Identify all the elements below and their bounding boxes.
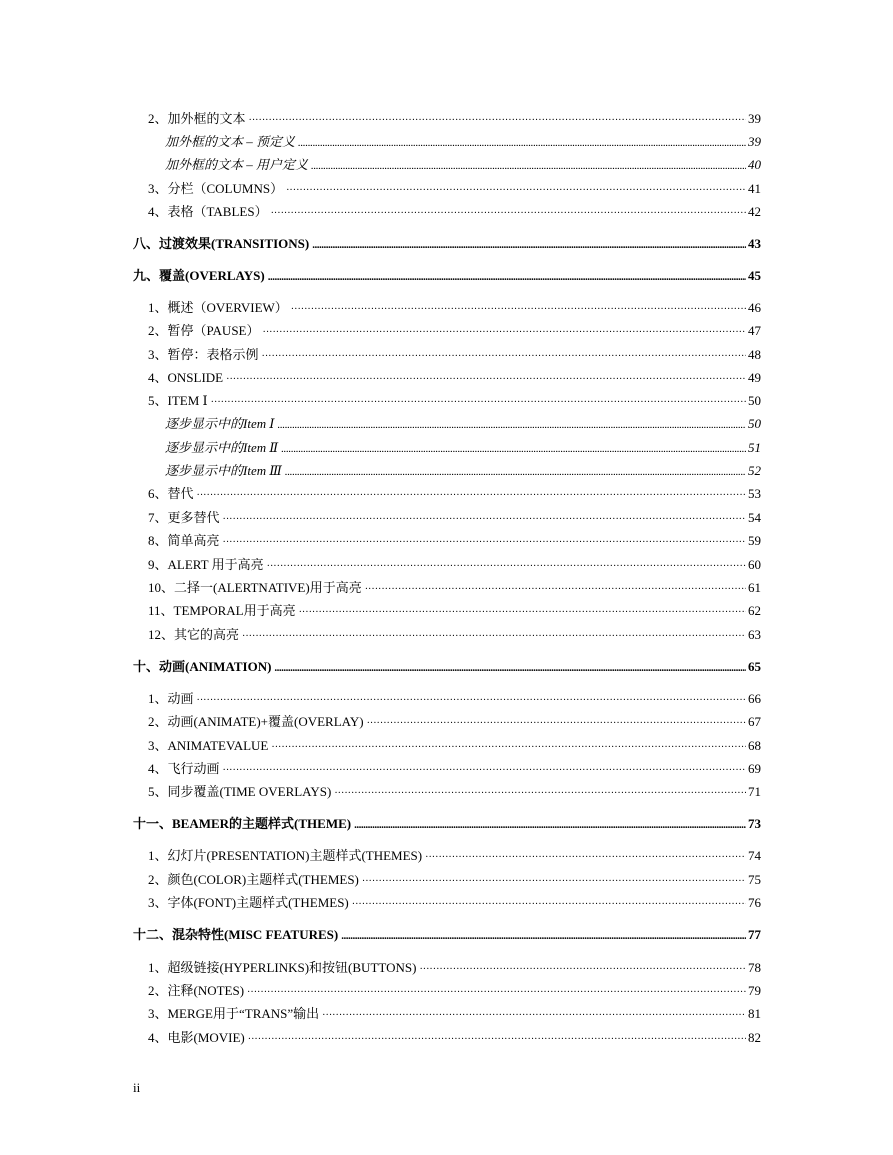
toc-section-entry[interactable]: [148, 1030, 761, 1048]
toc-section-entry[interactable]: [148, 872, 761, 890]
toc-entry-title: 4、表格（TABLES）: [148, 204, 268, 219]
toc-entry-title: 2、动画(ANIMATE)+覆盖(OVERLAY): [148, 714, 364, 729]
toc-entry-title: 八、过渡效果(TRANSITIONS): [133, 236, 310, 251]
toc-leader-dots: [268, 269, 746, 285]
toc-section-entry[interactable]: [148, 510, 761, 528]
toc-entry-title: 2、加外框的文本: [148, 111, 246, 126]
toc-page-number: 61: [748, 580, 761, 595]
toc-page-number: 78: [748, 960, 761, 975]
toc-page-number: 65: [748, 659, 761, 674]
toc-subsection-entry[interactable]: [165, 157, 761, 174]
toc-entry-title: 2、注释(NOTES): [148, 983, 245, 998]
toc-chapter-entry[interactable]: [133, 816, 761, 833]
toc-leader-dots: [425, 850, 746, 866]
toc-page-number: 48: [748, 347, 761, 362]
toc-leader-dots: [322, 1008, 746, 1024]
toc-section-entry[interactable]: [148, 714, 761, 732]
toc-page-number: 59: [748, 533, 761, 548]
toc-page-number: 77: [748, 927, 761, 942]
toc-page-number: 63: [748, 627, 761, 642]
toc-leader-dots: [367, 716, 746, 732]
toc-chapter-entry[interactable]: [133, 268, 761, 285]
toc-page-number: 69: [748, 761, 761, 776]
toc-entry-title: 逐步显示中的Item Ⅲ: [165, 463, 282, 478]
toc-leader-dots: [248, 1032, 746, 1048]
toc-section-entry[interactable]: [148, 486, 761, 504]
toc-leader-dots: [341, 928, 746, 944]
toc-leader-dots: [223, 763, 746, 779]
toc-section-entry[interactable]: [148, 557, 761, 575]
toc-leader-dots: [278, 417, 747, 433]
toc-subsection-entry[interactable]: [165, 440, 761, 457]
toc-page-number: 76: [748, 895, 761, 910]
toc-leader-dots: [274, 660, 746, 676]
toc-page-number: 51: [748, 440, 761, 455]
toc-page-number: 82: [748, 1030, 761, 1045]
toc-leader-dots: [249, 113, 746, 129]
toc-page-number: 47: [748, 323, 761, 338]
toc-section-entry[interactable]: [148, 627, 761, 645]
toc-page-number: 49: [748, 370, 761, 385]
toc-entry-title: 4、ONSLIDE: [148, 370, 224, 385]
toc-page-number: 53: [748, 486, 761, 501]
toc-leader-dots: [352, 897, 746, 913]
toc-leader-dots: [365, 582, 746, 598]
toc-entry-title: 九、覆盖(OVERLAYS): [133, 268, 265, 283]
toc-entry-title: 3、分栏（COLUMNS）: [148, 181, 284, 196]
toc-leader-dots: [197, 488, 746, 504]
toc-section-entry[interactable]: [148, 895, 761, 913]
toc-leader-dots: [354, 817, 746, 833]
toc-entry-title: 1、幻灯片(PRESENTATION)主题样式(THEMES): [148, 848, 423, 863]
toc-page-number: 52: [748, 463, 761, 478]
toc-entry-title: 逐步显示中的Item Ⅰ: [165, 416, 275, 431]
toc-entry-title: 7、更多替代: [148, 510, 220, 525]
toc-page-number: 81: [748, 1006, 761, 1021]
toc-page-number: 73: [748, 816, 761, 831]
toc-leader-dots: [298, 135, 746, 151]
toc-chapter-entry[interactable]: [133, 236, 761, 253]
toc-page-number: 71: [748, 784, 761, 799]
toc-section-entry[interactable]: [148, 691, 761, 709]
toc-subsection-entry[interactable]: [165, 463, 761, 480]
toc-chapter-entry[interactable]: [133, 659, 761, 676]
toc-section-entry[interactable]: [148, 784, 761, 802]
toc-leader-dots: [285, 464, 746, 480]
toc-page-number: 66: [748, 691, 761, 706]
toc-leader-dots: [334, 786, 746, 802]
toc-leader-dots: [271, 206, 746, 222]
toc-section-entry[interactable]: [148, 848, 761, 866]
page-number: ii: [133, 1080, 141, 1095]
toc-leader-dots: [247, 985, 746, 1001]
toc-section-entry[interactable]: [148, 738, 761, 756]
toc-entry-title: 十、动画(ANIMATION): [133, 659, 272, 674]
toc-section-entry[interactable]: [148, 181, 761, 199]
toc-leader-dots: [362, 874, 746, 890]
toc-page-number: 60: [748, 557, 761, 572]
toc-section-entry[interactable]: [148, 761, 761, 779]
toc-entry-title: 6、替代: [148, 486, 194, 501]
toc-page-number: 67: [748, 714, 761, 729]
toc-subsection-entry[interactable]: [165, 416, 761, 433]
toc-section-entry[interactable]: [148, 204, 761, 222]
toc-section-entry[interactable]: [148, 111, 761, 129]
toc-leader-dots: [242, 629, 746, 645]
toc-entry-title: 1、概述（OVERVIEW）: [148, 300, 288, 315]
toc-page-number: 75: [748, 872, 761, 887]
toc-entry-title: 2、颜色(COLOR)主题样式(THEMES): [148, 872, 359, 887]
toc-leader-dots: [311, 158, 746, 174]
toc-page-number: 54: [748, 510, 761, 525]
toc-entry-title: 逐步显示中的Item Ⅱ: [165, 440, 279, 455]
toc-entry-title: 11、TEMPORAL用于高亮: [148, 603, 296, 618]
toc-page-number: 79: [748, 983, 761, 998]
toc-section-entry[interactable]: [148, 370, 761, 388]
toc-section-entry[interactable]: [148, 393, 761, 411]
toc-page-number: 50: [748, 416, 761, 431]
toc-page-number: 46: [748, 300, 761, 315]
toc-page-number: 68: [748, 738, 761, 753]
toc-page-number: 39: [748, 111, 761, 126]
toc-section-entry[interactable]: [148, 603, 761, 621]
toc-entry-title: 4、飞行动画: [148, 761, 220, 776]
toc-section-entry[interactable]: [148, 323, 761, 341]
toc-entry-title: 3、MERGE用于“TRANS”输出: [148, 1006, 320, 1021]
toc-entry-title: 1、动画: [148, 691, 194, 706]
toc-leader-dots: [223, 512, 746, 528]
toc-leader-dots: [419, 962, 746, 978]
toc-page-number: 50: [748, 393, 761, 408]
toc-section-entry[interactable]: [148, 960, 761, 978]
toc-entry-title: 加外框的文本 – 用户定义: [165, 157, 309, 172]
toc-entry-title: 3、ANIMATEVALUE: [148, 738, 269, 753]
toc-entry-title: 3、暂停：表格示例: [148, 347, 259, 362]
toc-entry-title: 加外框的文本 – 预定义: [165, 134, 296, 149]
toc-page-number: 42: [748, 204, 761, 219]
toc-entry-title: 3、字体(FONT)主题样式(THEMES): [148, 895, 349, 910]
toc-section-entry[interactable]: [148, 347, 761, 365]
toc-page-number: 43: [748, 236, 761, 251]
toc-page-number: 45: [748, 268, 761, 283]
toc-leader-dots: [267, 559, 746, 575]
toc-entry-title: 8、简单高亮: [148, 533, 220, 548]
toc-leader-dots: [281, 441, 746, 457]
toc-entry-title: 12、其它的高亮: [148, 627, 240, 642]
toc-entry-title: 10、二择一(ALERTNATIVE)用于高亮: [148, 580, 362, 595]
toc-leader-dots: [271, 740, 746, 756]
toc-leader-dots: [291, 302, 746, 318]
toc-section-entry[interactable]: [148, 1006, 761, 1024]
toc-chapter-entry[interactable]: [133, 927, 761, 944]
toc-page-number: 40: [748, 157, 761, 172]
toc-entry-title: 十一、BEAMER的主题样式(THEME): [133, 816, 352, 831]
toc-section-entry[interactable]: [148, 300, 761, 318]
toc-entry-title: 1、超级链接(HYPERLINKS)和按钮(BUTTONS): [148, 960, 417, 975]
toc-leader-dots: [262, 349, 746, 365]
toc-section-entry[interactable]: [148, 533, 761, 551]
toc-leader-dots: [197, 693, 746, 709]
toc-section-entry[interactable]: [148, 580, 761, 598]
toc-leader-dots: [286, 183, 746, 199]
toc-leader-dots: [223, 535, 746, 551]
toc-leader-dots: [312, 237, 746, 253]
toc-entry-title: 4、电影(MOVIE): [148, 1030, 245, 1045]
toc-entry-title: 9、ALERT 用于高亮: [148, 557, 264, 572]
toc-section-entry[interactable]: [148, 983, 761, 1001]
toc-subsection-entry[interactable]: [165, 134, 761, 151]
toc-entry-title: 5、同步覆盖(TIME OVERLAYS): [148, 784, 332, 799]
toc-leader-dots: [226, 372, 746, 388]
toc-page-number: 41: [748, 181, 761, 196]
toc-page-number: 39: [748, 134, 761, 149]
toc-entry-title: 2、暂停（PAUSE）: [148, 323, 260, 338]
toc-page-number: 62: [748, 603, 761, 618]
toc-leader-dots: [299, 605, 746, 621]
toc-leader-dots: [211, 395, 746, 411]
toc-page-number: 74: [748, 848, 761, 863]
toc-leader-dots: [262, 325, 746, 341]
toc-entry-title: 5、ITEM Ⅰ: [148, 393, 208, 408]
toc-entry-title: 十二、混杂特性(MISC FEATURES): [133, 927, 339, 942]
